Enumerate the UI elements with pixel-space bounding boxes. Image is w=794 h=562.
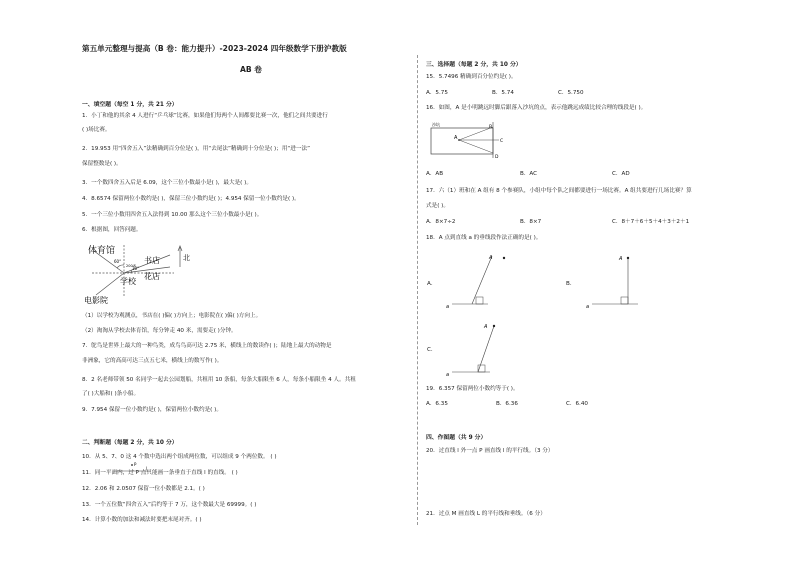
q18-option-c: C． [427,347,437,353]
q18-diagram-a [442,252,514,310]
q18-diagram-c [442,320,514,378]
q6-part-2: （2）淘淘从学校去体育馆，每分钟走 40 米，需要走( )分钟。 [82,328,237,334]
q14: 14．计算小数的加法和减法时要把末尾对齐。( ) [82,517,202,523]
q18a-label-line: a [446,304,450,310]
q18b-label-a: A [619,256,623,262]
q18: 18．A 点到直线 a 的垂线段作法正确的是( )。 [426,235,542,241]
q11-point-p [131,464,133,466]
q18b-label-line: a [586,304,590,310]
q20: 20．过直线 l 外一点 P 画直线 l 的平行线。（3 分） [426,448,554,454]
q3: 3．一个数四舍五入后是 6.09，这个三位小数最小是( )，最大是( )。 [82,180,252,186]
q15-option-c: C．5.750 [558,90,584,96]
q12: 12．2.06 和 2.0507 保留一位小数都是 2.1。( ) [82,486,205,492]
map-label-cinema: 电影院 [84,296,108,305]
q17-line-1: 17．六（1）班和在 A 组有 8 个参赛队，小组中每个队之间都要进行一场比赛。A 组共要进行几场比赛？算 [426,188,692,194]
q11-label-p: P [134,462,137,467]
q1-line-1: 1．小丁和他的其余 4 人进行“乒乓球”比赛，如果他们每两个人间都要比赛一次，他们之间共要进行 [82,113,328,119]
q18a-label-a: A [489,255,493,261]
q18a-right-angle [476,297,483,304]
q16-diagram [429,118,509,160]
q8-line-2: 了( )大船和( )条小船。 [82,391,140,397]
q16-label-sandpit: 沙坑 [432,122,440,127]
q18-option-a: A． [427,281,437,287]
q18b-point-a [627,257,629,259]
q17-option-c: C．8＋7＋6＋5＋4＋3＋2＋1 [612,219,690,225]
map-angle-30: 30° [132,266,140,271]
q19-option-a: A．6.35 [426,401,448,407]
map-label-gym: 体育馆 [88,246,116,256]
q2-line-1: 2．19.953 用“四舍五入”法精确到百分位是( )，用“去尾法”精确到十分位是( )；用“进一法” [82,146,310,152]
title-line-2: AB 卷 [240,65,262,74]
q6-part-1: （1）以学校为观测点，书店在( )偏( )方向上；电影院在( )偏( )方向上。 [82,313,262,319]
q13: 13．一个五位数“四舍五入”后约等于 7 万，这个数最大是 69999。( ) [82,502,257,508]
q16-option-c: C．AD [612,171,630,177]
q11: 11．同一平面内，过 P 点只能画一条垂直于直线 l 的直线。 ( ) [82,470,238,476]
map-distance: 200米 [126,264,137,268]
q7-line-2: 非洲象，它的高高可达三点五七米，横线上的数写作( )。 [82,358,223,364]
q16: 16．如图，A 是小明跳远时脚后跟落入沙坑的点，表示他跳远成绩比较合理的线段是( )。 [426,105,647,111]
segment-ab [459,127,493,140]
section-multiple-choice: 三、选择题（每题 2 分，共 10 分） [426,62,522,68]
section-fill-blank: 一、填空题（每空 1 分，共 21 分） [82,102,178,108]
q15-option-b: B．5.74 [492,90,514,96]
q16-option-b: B．AC [520,171,538,177]
q19-option-b: B．6.36 [496,401,518,407]
q18c-label-a: A [484,324,488,330]
q16-label-b: B [489,125,493,130]
section-true-false: 二、判断题（每题 2 分，共 10 分） [82,440,178,446]
q16-label-d: D [495,155,499,160]
q4: 4．8.6574 保留两位小数约是( )，保留三位小数约是( )；4.954 保留一位小数约是( )。 [82,196,300,202]
q21: 21．过点 M 画直线 L 的平行线和垂线。（6 分） [426,511,546,517]
q11-label-l: l [146,466,148,471]
angle-arc-60 [117,265,124,268]
q10: 10．从 5、7、0 这 4 个数中选出两个组成两位数，可以组成 9 个两位数。 ( ) [82,454,277,460]
map-label-flower-shop: 花店 [144,272,160,281]
map-angle-60: 60° [114,259,122,264]
q11-diagram [112,462,152,474]
q16-label-a: A [454,135,458,141]
q1-line-2: ( )场比赛。 [82,127,111,133]
q7-line-1: 7．鸵鸟是世界上最大的一种鸟类，成鸟鸟高可达 2.75 米，横线上的数读作( )；陆地上最大的动物是 [82,343,332,349]
map-label-north: 北 [183,254,190,262]
title-line-1: 第五单元整理与提高（B 卷：能力提升）-2023-2024 四年级数学下册沪教版 [82,44,347,53]
q9: 9．7.954 保留一位小数约是( )，保留两位小数约是( )。 [82,407,222,413]
q16-option-a: A．AB [426,171,444,177]
q5: 5．一个三位小数用四舍五入法得到 10.00 那么这个三位小数最小是( )。 [82,212,263,218]
q18a-point-a [503,257,505,259]
segment-ad [459,140,493,153]
q17-line-2: 式是( )。 [426,203,449,209]
q18b-right-angle [621,297,628,304]
map-label-school: 学校 [120,277,136,286]
q17-option-b: B．8×7 [520,219,542,225]
q19-option-c: C．6.40 [566,401,588,407]
q15-option-a: A．5.75 [426,90,448,96]
column-divider [417,55,418,525]
q8-line-1: 8．2 名老师带领 50 名同学一起去公园划船，共租用 10 条船，每条大船限坐 6 人，每条小船限坐 4 人。共租 [82,377,356,383]
map-label-bookstore: 书店 [144,256,160,265]
q19: 19．6.357 保留两位小数约等于( )。 [426,386,519,392]
q18-diagram-b [578,252,650,310]
section-drawing: 四、作图题（共 9 分） [426,435,487,441]
q16-label-c: C [500,139,504,144]
q18-option-b: B． [566,281,576,287]
q16-point-a [458,139,460,141]
q6: 6．根据图，回答问题。 [82,227,142,233]
q18c-label-line: a [446,372,450,378]
q18c-point-a [493,325,495,327]
q2-line-2: 保留整数是( )。 [82,161,122,167]
map-diagram [84,237,204,305]
q15: 15．5.7496 精确到百分位约是( )。 [426,74,517,80]
q17-option-a: A．8×7÷2 [426,219,456,225]
